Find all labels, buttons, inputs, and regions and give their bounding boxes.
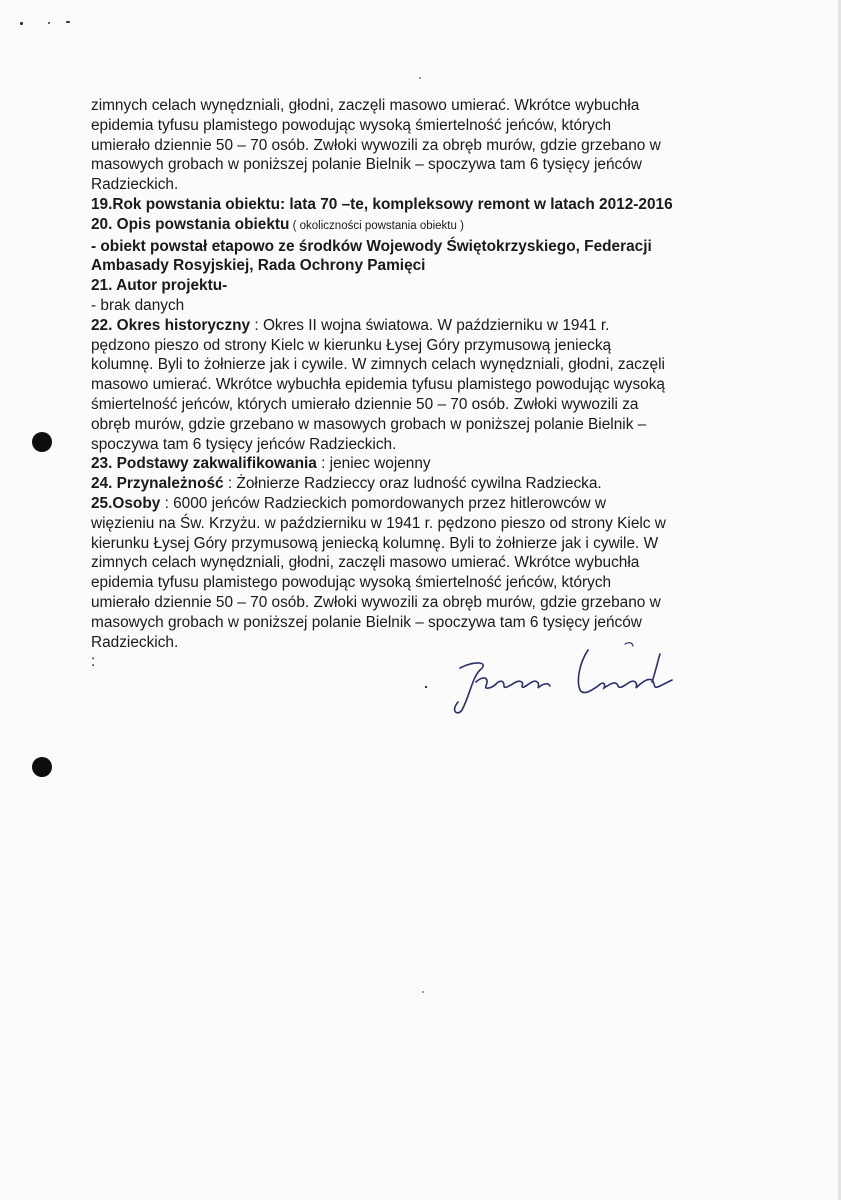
text-line: więzieniu na Św. Krzyżu. w październiku w 1941 r. pędzono pieszo od strony Kielc w bbox=[91, 514, 666, 532]
text-line: umierało dziennie 50 – 70 osób. Zwłoki wywozili za obręb murów, gdzie grzebano w bbox=[91, 136, 661, 154]
section-21-body: - brak danych bbox=[91, 296, 185, 314]
text-line: epidemia tyfusu plamistego powodując wysoką śmiertelność jeńców, których bbox=[91, 116, 612, 134]
punch-hole bbox=[32, 432, 52, 452]
section-20-heading: 20. Opis powstania obiektu bbox=[91, 215, 290, 233]
section-22-heading: 22. Okres historyczny bbox=[91, 316, 251, 334]
text-line: zimnych celach wynędzniali, głodni, zaczęli masowo umierać. Wkrótce wybuchła bbox=[91, 554, 640, 572]
text-line: kierunku Łysej Góry przymusową jeniecką kolumnę. Byli to żołnierze jak i cywile. W bbox=[91, 534, 659, 552]
text-line: masowych grobach w poniższej polanie Bielnik – spoczywa tam 6 tysięcy jeńców bbox=[91, 613, 642, 631]
section-22-text: : Okres II wojna światowa. W październiku w 1941 r. bbox=[250, 316, 610, 334]
scan-speck bbox=[48, 22, 50, 24]
text-line: obręb murów, gdzie grzebano w masowych grobach w poniższej polanie Bielnik – bbox=[91, 415, 647, 433]
scan-speck bbox=[422, 991, 424, 993]
section-20-note: ( okoliczności powstania obiektu ) bbox=[289, 219, 464, 232]
text-line: śmiertelność jeńców, których umierało dziennie 50 – 70 osób. Zwłoki wywozili za bbox=[91, 395, 639, 413]
scan-speck bbox=[20, 22, 23, 25]
section-20-body: Ambasady Rosyjskiej, Rada Ochrony Pamięci bbox=[91, 257, 426, 275]
section-24-text: : Żołnierze Radzieccy oraz ludność cywilna Radziecka. bbox=[223, 475, 602, 493]
section-23 bbox=[91, 454, 751, 474]
section-23-text: : jeniec wojenny bbox=[316, 455, 431, 473]
section-22-first-line bbox=[91, 316, 751, 336]
section-25-first-line bbox=[91, 494, 751, 514]
scan-speck bbox=[419, 77, 421, 79]
text-line: masowych grobach w poniższej polanie Bielnik – spoczywa tam 6 tysięcy jeńców bbox=[91, 156, 642, 174]
punch-hole bbox=[32, 757, 52, 777]
section-20-body: - obiekt powstał etapowo ze środków Wojewody Świętokrzyskiego, Federacji bbox=[91, 237, 652, 255]
section-19-heading: 19.Rok powstania obiektu: lata 70 –te, kompleksowy remont w latach 2012-2016 bbox=[91, 195, 673, 213]
text-line: umierało dziennie 50 – 70 osób. Zwłoki wywozili za obręb murów, gdzie grzebano w bbox=[91, 593, 661, 611]
handwritten-signature bbox=[420, 640, 680, 715]
document-body bbox=[91, 96, 751, 672]
text-line: epidemia tyfusu plamistego powodując wysoką śmiertelność jeńców, których bbox=[91, 574, 612, 592]
text-line: Radzieckich. bbox=[91, 176, 179, 194]
section-24-heading: 24. Przynależność bbox=[91, 475, 224, 493]
text-line: pędzono pieszo od strony Kielc w kierunku Łysej Góry przymusową jeniecką bbox=[91, 336, 612, 354]
trailing-mark: : bbox=[91, 653, 96, 671]
text-line: Radzieckich. bbox=[91, 633, 179, 651]
text-line: kolumnę. Byli to żołnierze jak i cywile. W zimnych celach wynędzniali, głodni, zaczęli bbox=[91, 356, 665, 374]
text-line: masowo umierać. Wkrótce wybuchła epidemia tyfusu plamistego powodując wysoką bbox=[91, 376, 665, 394]
section-20-title bbox=[91, 215, 751, 237]
text-line: spoczywa tam 6 tysięcy jeńców Radzieckich. bbox=[91, 435, 397, 453]
section-23-heading: 23. Podstawy zakwalifikowania bbox=[91, 455, 317, 473]
section-21-heading: 21. Autor projektu- bbox=[91, 277, 228, 295]
text-line: zimnych celach wynędzniali, głodni, zaczęli masowo umierać. Wkrótce wybuchła bbox=[91, 97, 640, 114]
scan-speck bbox=[66, 21, 70, 23]
section-25-text: : 6000 jeńców Radzieckich pomordowanych przez hitlerowców w bbox=[160, 494, 606, 512]
section-24 bbox=[91, 474, 751, 494]
section-25-heading: 25.Osoby bbox=[91, 494, 161, 512]
